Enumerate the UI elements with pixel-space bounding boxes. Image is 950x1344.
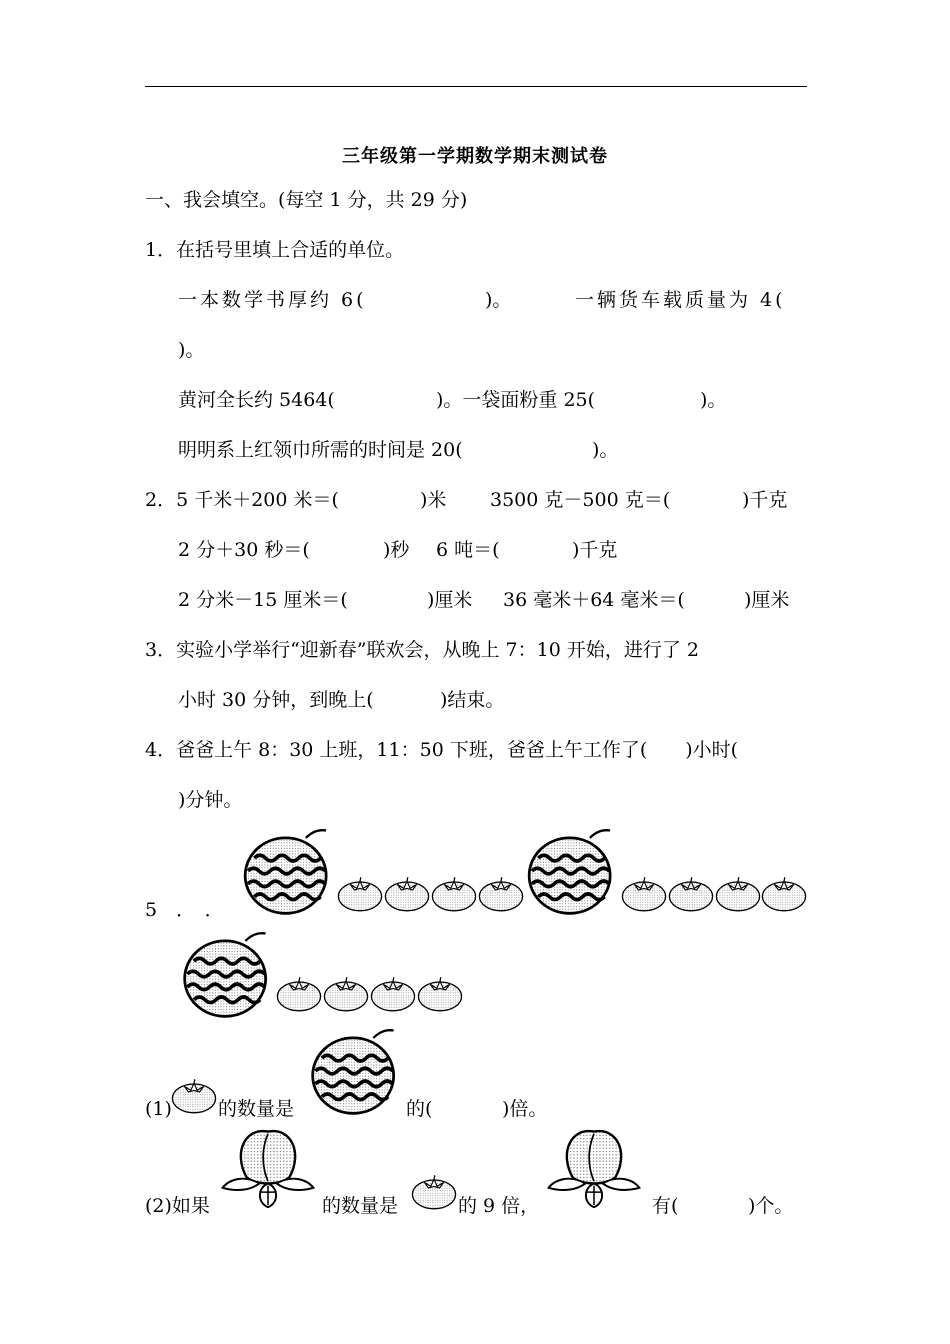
q4-text-2: )分钟。 (178, 789, 243, 811)
q1-text-2c: )。 (700, 389, 727, 411)
q5-number: 5 ． ． (145, 899, 224, 921)
q1-text-3a: 明明系上红领巾所需的时间是 20( (178, 439, 463, 461)
tomato-icon (416, 974, 464, 1014)
q1-text-3b: )。 (592, 439, 619, 461)
q1-text-1b: )。 (485, 289, 512, 311)
q2-text-1a: 2．5 千米＋200 米＝( (145, 489, 339, 511)
tomato-icon (430, 874, 478, 914)
q2-text-1d: )千克 (742, 489, 788, 511)
question-1-stem: 1．在括号里填上合适的单位。 (145, 239, 405, 261)
q5-part2-label: (2)如果 (145, 1195, 210, 1217)
q3-text-2a: 小时 30 分钟，到晚上( (178, 689, 374, 711)
q2-text-3c: 36 毫米＋64 毫米＝( (503, 589, 685, 611)
tomato-icon (477, 874, 525, 914)
header-rule (145, 86, 807, 87)
tomato-icon (336, 874, 384, 914)
q2-text-2a: 2 分＋30 秒＝( (178, 539, 310, 561)
q5-part2-text-a: 的数量是 (322, 1195, 399, 1217)
q5-part2-text-b: 的 9 倍， (458, 1195, 540, 1217)
watermelon-icon (306, 1025, 404, 1117)
peach-icon (540, 1120, 648, 1208)
q1-text-1c: 一辆货车载质量为 4( (575, 289, 786, 311)
q2-text-2c: 6 吨＝( (436, 539, 500, 561)
q2-text-2d: )千克 (572, 539, 618, 561)
q2-text-3a: 2 分米－15 厘米＝( (178, 589, 348, 611)
q4-text-1: 4．爸爸上午 8：30 上班，11：50 下班，爸爸上午工作了( )小时( (145, 739, 739, 761)
q1-text-1d: )。 (178, 339, 205, 361)
q2-text-1c: 3500 克－500 克＝( (490, 489, 671, 511)
page-title: 三年级第一学期数学期末测试卷 (342, 146, 608, 167)
q2-text-1b: )米 (420, 489, 447, 511)
tomato-icon (714, 874, 762, 914)
q2-text-3d: )厘米 (744, 589, 790, 611)
tomato-icon (620, 874, 668, 914)
watermelon-icon (240, 825, 335, 917)
peach-icon (214, 1120, 322, 1208)
tomato-icon (667, 874, 715, 914)
q1-text-1a: 一本数学书厚约 6( (178, 289, 367, 311)
tomato-icon (410, 1172, 458, 1212)
tomato-icon (275, 974, 323, 1014)
tomato-icon (760, 874, 808, 914)
q5-part2-text-c: 有( (652, 1195, 679, 1217)
q5-part1-label: (1) (145, 1098, 172, 1120)
q5-part2-text-d: )个。 (748, 1195, 794, 1217)
q5-part1-text-a: 的数量是 (218, 1098, 295, 1120)
tomato-icon (369, 974, 417, 1014)
q2-text-2b: )秒 (383, 539, 410, 561)
q2-text-3b: )厘米 (427, 589, 473, 611)
q5-part1-text-c: )倍。 (502, 1098, 548, 1120)
watermelon-icon (524, 825, 619, 917)
tomato-icon (322, 974, 370, 1014)
q1-text-2b: )。一袋面粉重 25( (436, 389, 596, 411)
tomato-icon (170, 1076, 218, 1116)
q1-text-2a: 黄河全长约 5464( (178, 389, 335, 411)
section-heading: 一、我会填空。(每空 1 分，共 29 分) (145, 189, 468, 211)
watermelon-icon (178, 928, 276, 1020)
q5-part1-text-b: 的( (406, 1098, 433, 1120)
q3-text-2b: )结束。 (440, 689, 505, 711)
tomato-icon (383, 874, 431, 914)
q3-text-1: 3．实验小学举行“迎新春”联欢会，从晚上 7：10 开始，进行了 2 (145, 639, 699, 661)
